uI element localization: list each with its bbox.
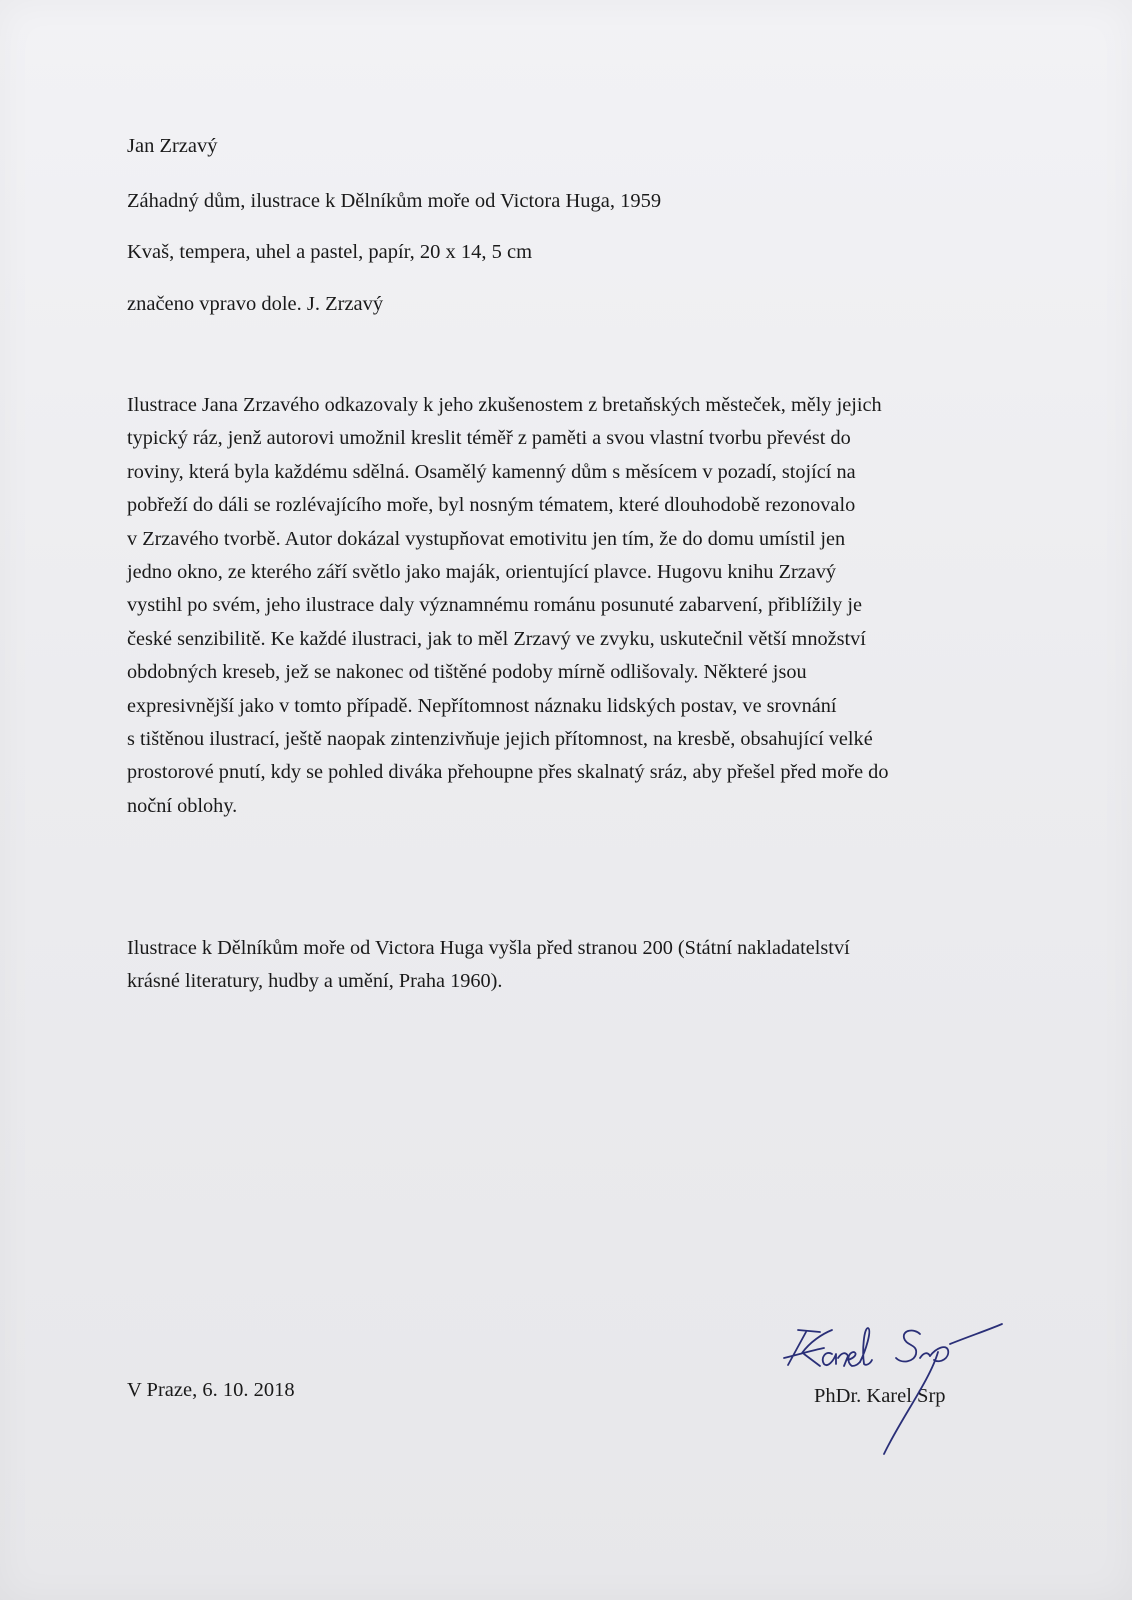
paragraph-line: typický ráz, jenž autorovi umožnil kreslit téměř z paměti a svou vlastní tvorbu převést do (127, 427, 851, 450)
place-and-date: V Praze, 6. 10. 2018 (127, 1379, 295, 1401)
paragraph-line: jedno okno, ze kterého září světlo jako maják, orientující plavce. Hugovu knihu Zrzavý (127, 561, 837, 584)
paragraph-line: obdobných kreseb, jež se nakonec od tištěné podoby mírně odlišovaly. Některé jsou (127, 661, 807, 684)
artwork-title: Záhadný dům, ilustrace k Dělníkům moře od Victora Huga, 1959 (127, 190, 662, 212)
paragraph-line: expresivnější jako v tomto případě. Nepřítomnost náznaku lidských postav, ve srovnání (127, 694, 837, 717)
paragraph-line: vystihl po svém, jeho ilustrace daly významnému románu posunuté zabarvení, přiblížily je (127, 594, 863, 617)
paragraph-line: Ilustrace Jana Zrzavého odkazovaly k jeho zkušenostem z bretaňských městeček, měly jejich (127, 394, 882, 416)
paragraph-line: české senzibilitě. Ke každé ilustraci, jak to měl Zrzavý ve zvyku, uskutečnil větší množství (127, 627, 866, 650)
paragraph-line: v Zrzavého tvorbě. Autor dokázal vystupňovat emotivitu jen tím, že do domu umístil jen (127, 527, 846, 550)
publication-note-paragraph (127, 932, 850, 999)
description-paragraph (127, 389, 888, 823)
paragraph-line: Ilustrace k Dělníkům moře od Victora Huga vyšla před stranou 200 (Státní nakladatelství (127, 937, 850, 959)
signer-name: PhDr. Karel Srp (814, 1385, 946, 1407)
artwork-medium: Kvaš, tempera, uhel a pastel, papír, 20 x 14, 5 cm (127, 241, 533, 263)
artwork-signature-note: značeno vpravo dole. J. Zrzavý (127, 293, 384, 315)
author-name: Jan Zrzavý (127, 135, 218, 157)
paragraph-line: pobřeží do dáli se rozlévajícího moře, byl nosným tématem, které dlouhodobě rezonovalo (127, 494, 856, 517)
paragraph-line: noční oblohy. (127, 794, 238, 817)
handwritten-signature (780, 1320, 1030, 1460)
paragraph-line: s tištěnou ilustrací, ještě naopak zintenzivňuje jejich přítomnost, na kresbě, obsahující velké (127, 728, 873, 751)
paragraph-line: prostorové pnutí, kdy se pohled diváka přehoupne přes skalnatý sráz, aby přešel před moře do (127, 761, 889, 784)
paragraph-line: roviny, která byla každému sdělná. Osamělý kamenný dům s měsícem v pozadí, stojící na (127, 460, 856, 483)
paragraph-line: krásné literatury, hudby a umění, Praha 1960). (127, 970, 503, 993)
